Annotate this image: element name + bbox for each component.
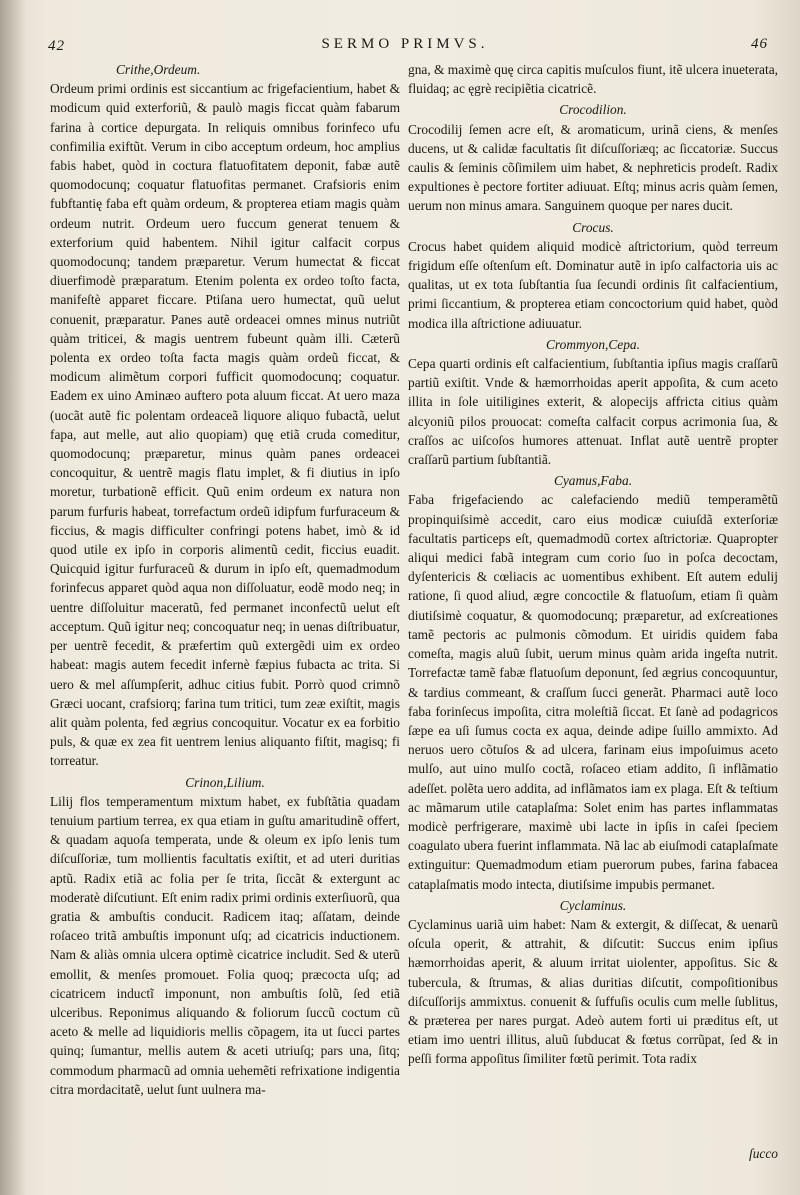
entry-heading: Crocus. <box>572 219 614 235</box>
page-number-right: 46 <box>751 36 768 52</box>
entry-text: Faba frigefaciendo ac calefaciendo mediũ temperamẽtũ propinquiſsimè accedit, caro eius modicæ cuiuſdã exterſoriæ facultatis particeps eſt, quemadmodũ cortex aſtrictoriæ. Quapropter aliqui medici fabã integram cum corio ſuo in poſca decoctam, dyſentericis & cœliacis ac uomentibus exhibent. Eſt autem edulij ratione, ſi quod aliud, ægre concoctile & flatuoſum, etiam ſi quàm diutiſsimè coquatur, & quomodocunq; præparetur, ad exſcreationes tamẽ pectoris ac pulmonis cõmodum. Et uiridis quidem faba comeſta, magis aluũ ſubit, uerum minus quàm arida ingeſta nutrit. Torrefactæ tamẽ fabæ flatuoſum deponunt, ſed ægrius concoquuntur, & tardius commeant, & craſſum ſucci generãt. Pharmaci autẽ loco faba forinſecus impoſita, citra moleſtiã ſiccat. Et ſanè ad podagricos ſæpe ea uſi ſumus cocta ex aqua, deinde adipe ſuillo ammixto. Ad neruos uero cõtuſos & ad ulcera, farinam eius impoſuimus aceto mulſo, aut uino mulſo coctã, roſaceo etiam addito, ſi inflãmatio adeſſet. polẽta uero addita, ad inflãmatos iam ex plaga. Eſt & teſtium ac mãmarum utile cataplaſma: Solet enim has partes inflammatas modicè perfrigerare, maximè ubi lacte in ipſis in caſei ſpeciem coagulato ubera fuerint inflammata. Nã lac ab eiuſmodi cataplaſmate extinguitur: Quemadmodum etiam puerorum pubes, farina fabacea cataplaſmatis modo intecta, diutiſsime impubis permanet. <box>408 492 778 892</box>
running-title: SERMO PRIMVS. <box>321 36 489 52</box>
catchword: ſucco <box>749 1146 778 1161</box>
entry-heading: Cyamus,Faba. <box>553 473 633 489</box>
entry-text: Cepa quarti ordinis eſt calfacientium, ſubſtantia ipſius magis craſſarũ partiũ exiſtit. Vnde & hæmorrhoidas aperit appoſita, & cum aceto illita in ſole uitiligines exterit, & alopecijs affricta citius quàm alcyoniũ pilos prouocat: comeſta calfacit corpus acrimonia ſua, & craſſos ac uiſcoſos humores attenuat. Inflat autẽ uentrẽ propter craſſarũ partium ſubſtantiã. <box>408 356 778 468</box>
entry-text: Cyclaminus uariã uim habet: Nam & extergit, & diſſecat, & uenarũ oſcula operit, & attrahit, & diſcutit: Succus enim ipſius hæmorrhoidas aperit, & aluum irritat uiolenter, appoſitus. Sic & tubercula, & ſtrumas, & alias duritias diſcutit, compoſitionibus diſcuſſorijs ammixtus. conuenit & ſuffuſis oculis cum melle ſublitus, & præterea per nares purgat. Adeò autem forti ui præditus eſt, ut etiam imo uentri illitus, aluũ ſubducat & fœtus corrũpat, ſed & in peſſi forma appoſitus ſimiliter fœtũ perimit. Tota radix <box>408 916 778 1067</box>
entry-text: gna, & maximè quę circa capitis muſculos fiunt, itẽ ulcera inueterata, fluidaq; ac ęgrè recipiẽtia cicatricẽ. <box>408 62 778 97</box>
gutter-shadow <box>0 0 26 1195</box>
entry-text: Crocus habet quidem aliquid modicè aſtrictorium, quòd terreum frigidum eſſe oſtenſum eſt. Dominatur autẽ in ipſo calfactoria uis ac qualitas, ut ex tota ſubſtantia ſua ſecundi ordinis ſit calfacientium, primi ſiccantium, & propterea etiam concoctorium quid habet, quòd modica illa aſtrictione adiuuatur. <box>408 238 778 331</box>
entry-heading: Cyclaminus. <box>559 897 627 913</box>
entry-text: Ordeum primi ordinis est siccantium ac frigefacientium, habet & modicum quid exterforiũ, & paulò magis ficcat quàm fabarum farina à cortice depurgata. In reliquis omnibus forinfeco ufu confimilia exiftũt. Verum in cibo acceptum ordeum, hoc amplius fabis habet, quòd in coctura flatuofitatem deponit, fabæ autẽ quomodocunq; coquatur flatuofitas permanet. Crafsioris enim fubftantię faba eft quàm ordeum, & propterea etiam magis quàm ordeum nutrit. Ordeum uero fuccum generat tenuem & exterforium quid habentem. Nihil igitur calfacit corpus quomodocunq; tandem præparetur. Verum humectat & ficcat diuerfimodè præparatum. Etenim polenta ex ordeo toſto facta, manifeſtè apparet ficcare. Ptiſana uero humectat, quũ uelut conuenit, præparatur. Panes autẽ ordeacei omnes minus nutriũt quàm triticei, & magis uentrem fubeunt quàm illi. Cæterũ polenta ex ordeo toſta facta magis quàm ordeũ ficcat, & modicum alimẽtum corpori fufficit quomodocunq; coquatur. Eadem ex uino Aminæo auftero pota aluum ficcat. At uero maza (uocãt autẽ fic polentam ordeaceã liquore aliquo fubactã, uelut fapa, aut melle, aut alio quopiam) quę etiã cruda comeditur, quomodocunq; præparetur, minus quàm panes ordeacei concoquitur, & uentrẽ magis flatu implet, & fi diutius in ipſo moretur, turbationẽ efficit. Quũ enim ordeum ex natura non parum furfuris habeat, torrefactum ordeũ idipfum furfuraceum & ficcius, & magis difficulter confringi potens habet, imò & id quod utile ex ipſo in corporis alimentũ cedit, ficcius euadit. Quicquid igitur furfuraceũ & durum in ipſo eſt, quemadmodum forinfecus apparet quòd aqua non diſſoluatur, eodẽ modo neq; in uentre diſſoluitur maceratũ, fed permanet inconfectũ uelut eſt acceptum. Quũ igitur neq; concoquatur neq; in uenas diſtribuatur, per uentrẽ fecedit, & præfertim quũ extergẽdi uim ex ordeo habeat: magis autem fecedit infernè fæpius fubacta ac trita. Si uero & mel aſſumpſerit, adhuc citius fubit. Porrò quod crimnõ Græci uocant, crafsiorq; farina tum tritici, tum zeæ exiſtit, magis alit quàm polenta, fed ægrius concoquitur. Vocatur ex ea forbitio puls, & quæ ex zea fit uentrem lenius aliquanto fiſtit, magisq; fi torreatur. <box>50 81 400 769</box>
running-header <box>40 32 770 56</box>
entry-heading: Crommyon,Cepa. <box>546 336 640 352</box>
left-column <box>50 60 400 1170</box>
entry-heading: Crocodilion. <box>559 102 627 118</box>
entry-heading: Crithe,Ordeum. <box>116 62 201 77</box>
entry-heading: Crinon,Lilium. <box>185 774 265 790</box>
entry-text: Lilij flos temperamentum mixtum habet, ex fubſtãtia quadam tenuium partium terrea, ex qua etiam in guſtu amaritudinẽ offert, & quadam aquoſa temperata, unde & oleum ex ipſo lenis tum diſcuſſoriæ, tum mollientis facultatis exiſtit, et ad uteri duritias aptũ. Radix etiã ac folia per ſe trita, ſiccãt & extergunt ac moderatè diſcutiunt. Eſt enim radix primi ordinis exterſiuorũ, qua gratia & ambuſtis conducit. Radicem itaq; aſſatam, deinde roſaceo tritã ambuſtis imponunt uſq; ad cicatricis inductionem. Nam & aliàs omnia ulcera optimè cicatrice includit. Sed & uterũ emollit, & menſes promouet. Folia quoq; præcocta uſq; ad cicatricem inductĩ imponunt, non ambuſtis ſolũ, ſed etiã ulceribus. Reponimus aliquando & foliorum ſuccũ coctum cũ aceto & melle ad liquidioris mellis cõpagem, ita ut ſucci partes quinq; ſumantur, mellis autem & aceti utriuſq; pars una, ſitq; commodum pharmacũ ad omnia uehemẽti refrixatione indigentia citra mordacitatẽ, uelut ſunt uulnera ma- <box>50 793 400 1097</box>
page-number-left: 42 <box>48 38 65 54</box>
right-column <box>408 60 778 1170</box>
entry-text: Crocodilij ſemen acre eſt, & aromaticum, urinã ciens, & menſes ducens, ut & calidæ facultatis ſit diſcuſſoriæq; ac ſiccatoriæ. Succus caulis & ſeminis cõſimilem uim habet, & nephreticis prodeſt. Radix expultiones è pectore fortiter adiuuat. Eſtq; minus acris quàm ſemen, uerum non minus amara. Sanguinem quoque per nares ducit. <box>408 121 778 214</box>
